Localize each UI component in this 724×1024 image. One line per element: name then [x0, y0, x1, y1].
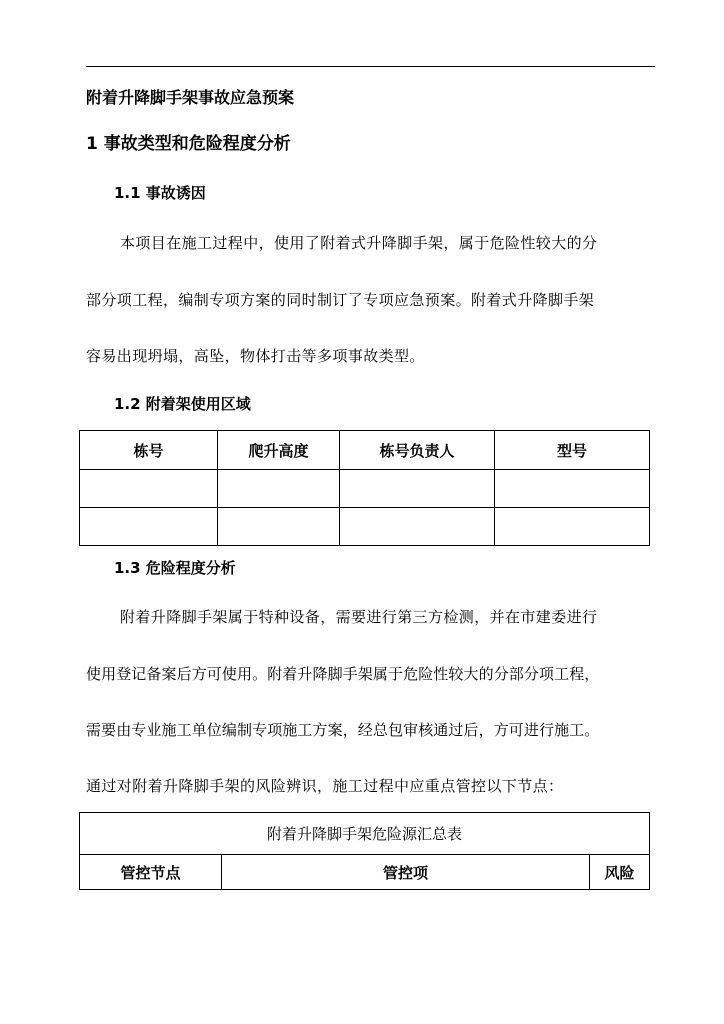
table-cell	[495, 470, 650, 508]
document-title: 附着升降脚手架事故应急预案	[86, 88, 295, 107]
table-caption: 附着升降脚手架危险源汇总表	[80, 813, 650, 855]
usage-area-table	[79, 430, 650, 546]
paragraph-line: 使用登记备案后方可使用。附着升降脚手架属于危险性较大的分部分项工程，	[86, 665, 600, 683]
column-header: 管控节点	[80, 855, 222, 890]
section-1-heading: 1 事故类型和危险程度分析	[86, 134, 291, 154]
table-cell	[495, 508, 650, 546]
table-cell	[218, 508, 340, 546]
column-header: 风险	[590, 855, 650, 890]
paragraph-line: 需要由专业施工单位编制专项施工方案，经总包审核通过后，方可进行施工。	[86, 721, 600, 739]
table-cell	[80, 508, 218, 546]
column-header: 爬升高度	[218, 431, 340, 470]
column-header: 栋号	[80, 431, 218, 470]
table-caption-row	[80, 813, 650, 855]
paragraph-line: 通过对附着升降脚手架的风险辨识，施工过程中应重点管控以下节点：	[86, 777, 564, 795]
table-row	[80, 470, 650, 508]
table-row	[80, 508, 650, 546]
table-header-row	[80, 431, 650, 470]
table-cell	[218, 470, 340, 508]
table-cell	[340, 508, 495, 546]
hazard-summary-table	[79, 812, 650, 890]
paragraph-line: 本项目在施工过程中，使用了附着式升降脚手架，属于危险性较大的分	[120, 234, 598, 252]
column-header: 栋号负责人	[340, 431, 495, 470]
section-1-3-heading: 1.3 危险程度分析	[114, 559, 236, 577]
column-header: 型号	[495, 431, 650, 470]
column-header: 管控项	[222, 855, 590, 890]
table-cell	[340, 470, 495, 508]
paragraph-line: 附着升降脚手架属于特种设备，需要进行第三方检测，并在市建委进行	[120, 608, 598, 626]
paragraph-line: 容易出现坍塌，高坠，物体打击等多项事故类型。	[86, 347, 425, 365]
table-cell	[80, 470, 218, 508]
section-1-1-heading: 1.1 事故诱因	[114, 184, 206, 202]
table-header-row	[80, 855, 650, 890]
paragraph-line: 部分项工程，编制专项方案的同时制订了专项应急预案。附着式升降脚手架	[86, 291, 595, 309]
section-1-2-heading: 1.2 附着架使用区域	[114, 395, 251, 413]
header-rule	[86, 66, 655, 67]
